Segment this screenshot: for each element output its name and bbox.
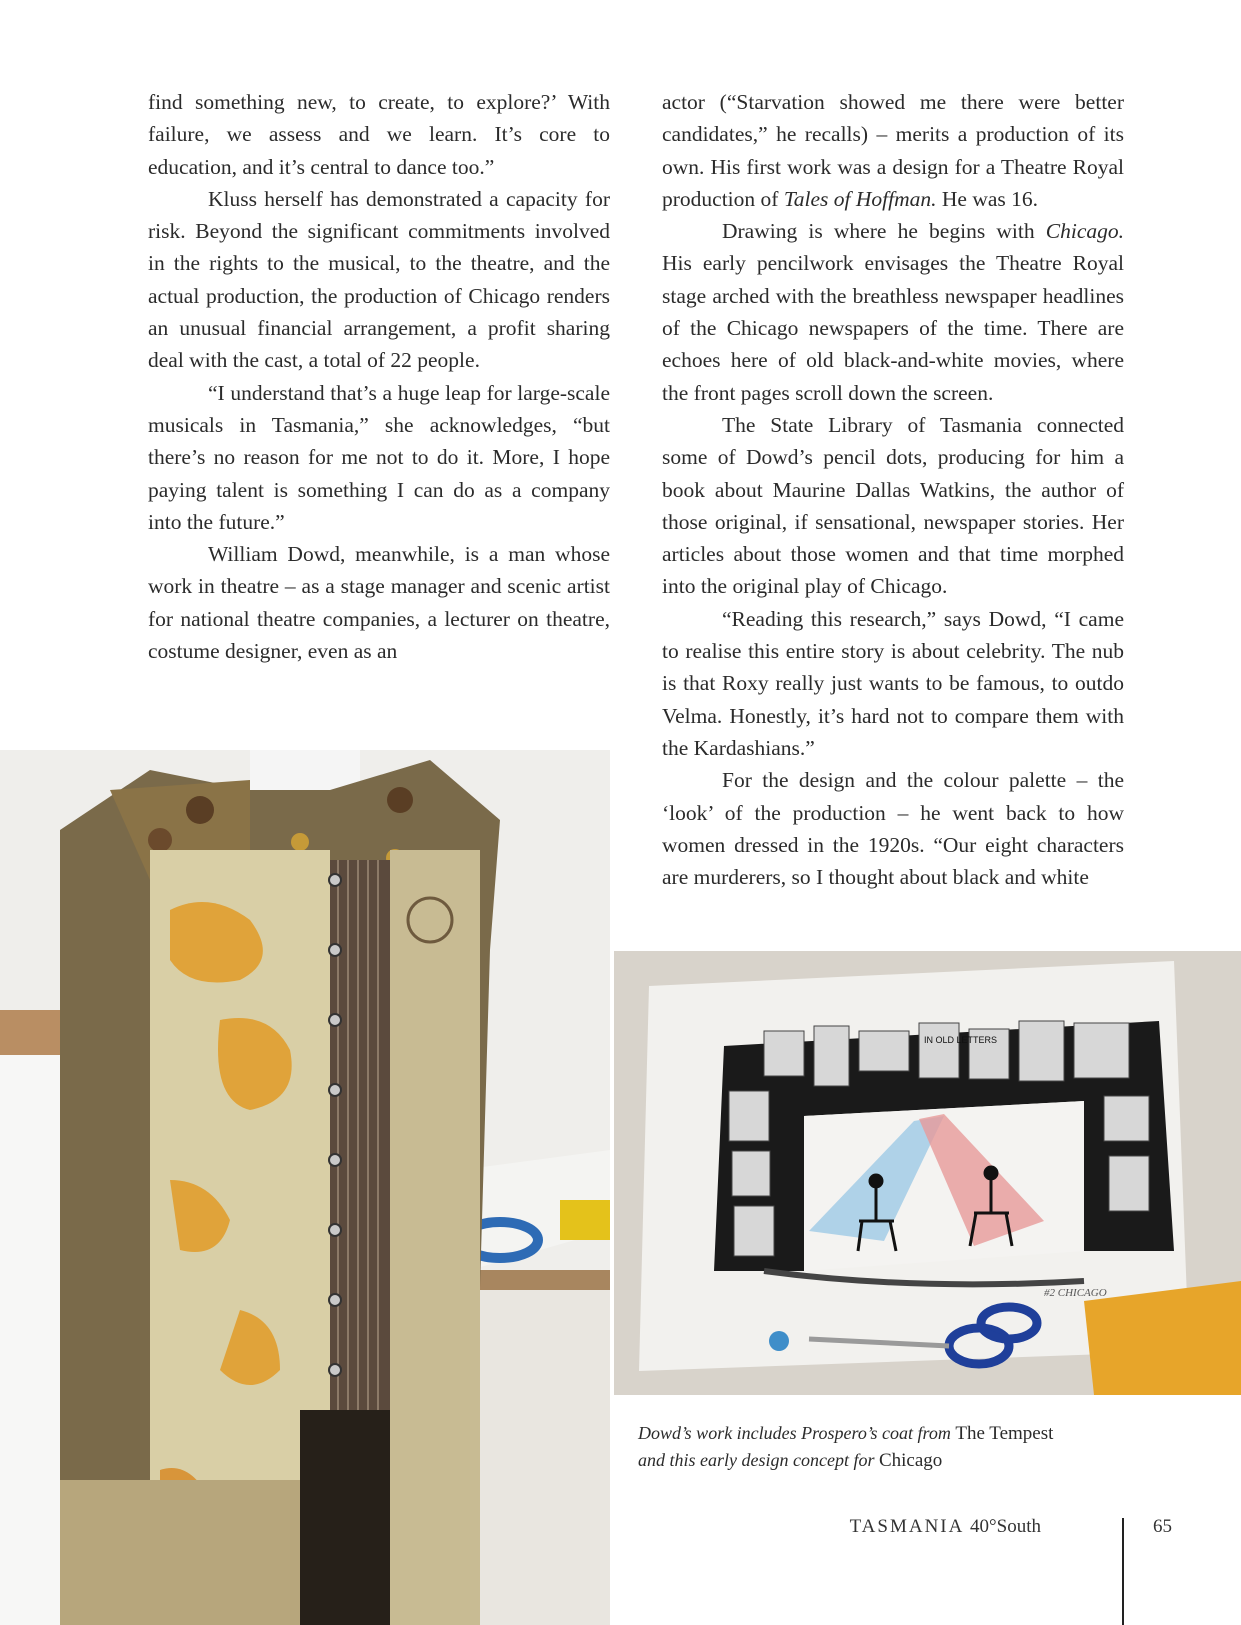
caption-text: and this early design concept for [638, 1450, 879, 1470]
page-number: 65 [1153, 1516, 1172, 1537]
paragraph-text: actor (“Starvation showed me there were better candidates,” he recalls) – merits a production of its own. His first work was a design for a Theatre Royal production of [662, 90, 1124, 211]
paragraph-text: He was 16. [936, 186, 1039, 211]
italic-title: Tales of Hoffman. [783, 186, 937, 211]
article-column-left [148, 86, 610, 667]
page-footer [849, 1512, 1241, 1625]
caption-line [638, 1447, 1078, 1474]
sketch-signature: #2 CHICAGO [1044, 1287, 1107, 1299]
italic-title: Chicago. [1045, 219, 1124, 244]
brand-name: TASMANIA [849, 1516, 964, 1537]
sketch-illustration [614, 951, 1241, 1395]
paragraph-text: Drawing is where he begins with [722, 219, 1046, 244]
caption-text: Dowd’s work includes Prospero’s coat from [638, 1423, 956, 1443]
paragraph: find something new, to create, to explore?’ With failure, we assess and we learn. It’s core to education, and it’s central to dance too.” [148, 90, 610, 179]
caption-title: Chicago [878, 1450, 943, 1471]
paragraph [662, 86, 1124, 215]
footer-divider [1122, 1518, 1124, 1625]
magazine-brand [850, 1516, 1041, 1538]
paragraph-text: His early pencilwork envisages the Theatre Royal stage arched with the breathless newspaper headlines of the Chicago newspapers of the time. There are echoes here of old black-and-white movies, where the front pages scroll down the screen. [662, 251, 1124, 405]
caption-title: The Tempest [955, 1423, 1054, 1444]
caption-line [638, 1420, 1078, 1447]
paragraph: “I understand that’s a huge leap for large-scale musicals in Tasmania,” she acknowledges, “but there’s no reason for me not to do it. More, I hope paying talent is something I can do as a company into the future.” [148, 380, 610, 534]
photo-prospero-coat [0, 750, 610, 1625]
paragraph: Kluss herself has demonstrated a capacity for risk. Beyond the significant commitments involved in the rights to the musical, to the theatre, and the actual production, the production of Chicago renders an unusual financial arrangement, a profit sharing deal with the cast, a total of 22 people. [148, 186, 610, 373]
photo-caption [638, 1420, 1078, 1474]
brand-suffix: 40°South [970, 1516, 1041, 1537]
paragraph [662, 215, 1124, 409]
sketch-headline: IN OLD LETTERS [924, 1035, 998, 1045]
paragraph: For the design and the colour palette – the ‘look’ of the production – he went back to how women dressed in the 1920s. “Our eight characters are murderers, so I thought about black and white [662, 768, 1124, 890]
article-column-right [662, 86, 1124, 893]
coat-illustration [0, 750, 610, 1625]
paragraph: “Reading this research,” says Dowd, “I came to realise this entire story is about celebrity. The nub is that Roxy really just wants to be famous, to outdo Velma. Honestly, it’s hard not to compare them with the Kardashians.” [662, 606, 1124, 760]
paragraph: William Dowd, meanwhile, is a man whose work in theatre – as a stage manager and scenic artist for national theatre companies, a lecturer on theatre, costume designer, even as an [148, 542, 610, 664]
photo-chicago-design-sketch [614, 951, 1241, 1395]
paragraph: The State Library of Tasmania connected some of Dowd’s pencil dots, producing for him a book about Maurine Dallas Watkins, the author of those original, if sensational, newspaper stories. Her articles about those women and that time morphed into the original play of Chicago. [662, 412, 1124, 599]
